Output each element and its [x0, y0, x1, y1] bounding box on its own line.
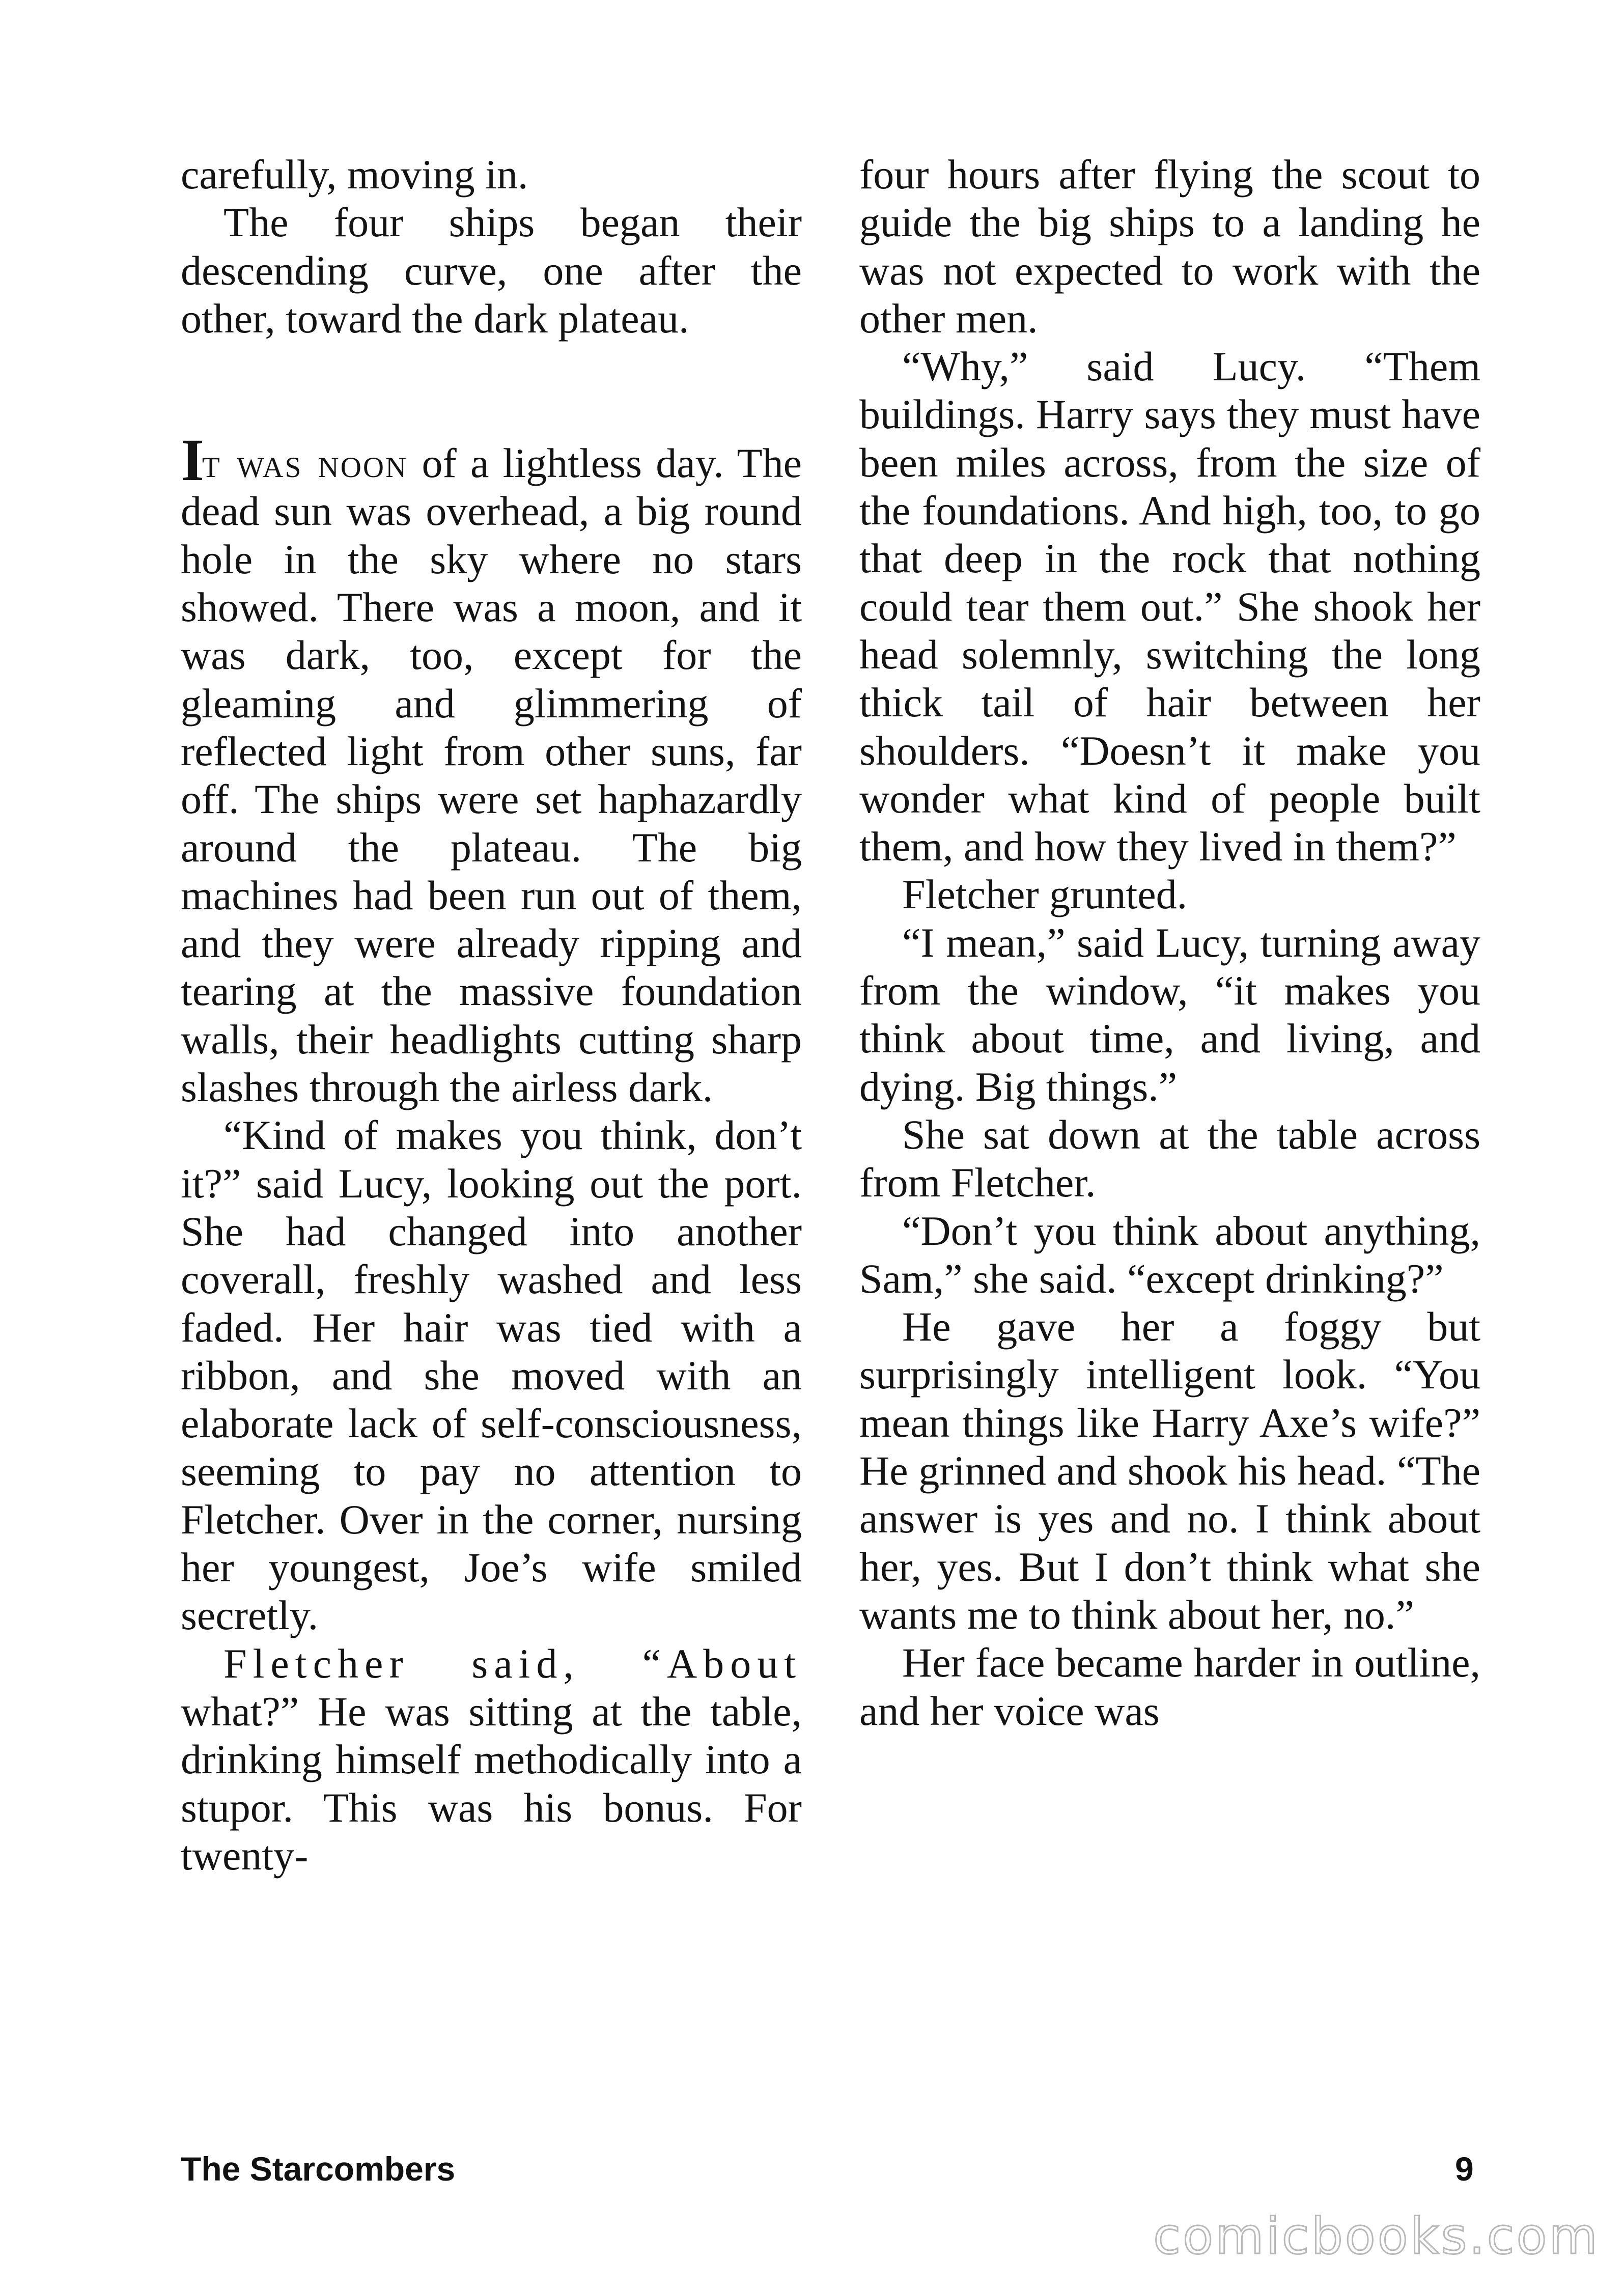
watermark: comicbooks.com	[1153, 2208, 1600, 2266]
paragraph: Her face became harder in outline, and her voice was	[859, 1639, 1480, 1734]
drop-cap: I	[181, 427, 202, 494]
paragraph: The four ships began their descending curve, one after the other, toward the dark plateau.	[181, 199, 802, 342]
paragraph: Fletcher grunted.	[902, 871, 1188, 918]
paragraph: “Why,” said Lucy. “Them buildings. Harry says they must have been miles across, from the size of the foundations. And high, too, to go that deep in the rock that nothing could tear them out.” She shook her head solemnly, switching the long thick tail of hair between her shoulders. “Doesn’t it make you wonder what kind of people built them, and how they lived in them?”	[859, 343, 1480, 870]
paragraph-text: what?” He was sitting at the table, drinking himself methodically into a stupor. This was his bonus. For twenty-	[181, 1688, 802, 1879]
paragraph: carefully, moving in.	[181, 151, 528, 198]
spaced-text: Fletcher said, “About	[223, 1640, 802, 1687]
paragraph: She sat down at the table across from Fletcher.	[859, 1111, 1480, 1206]
paragraph-text: of a lightless day. The dead sun was overhead, a big round hole in the sky where no stars showed. There was a moon, and it was dark, too, except for the gleaming and glimmering of reflected light from other suns, far off. The ships were set haphazardly around the plateau. The big machines had been run out of them, and they were already ripping and tearing at the massive foundation walls, their headlights cutting sharp slashes through the airless dark.	[181, 440, 802, 1111]
paragraph: four hours after flying the scout to guide the big ships to a landing he was not expected to work with the other men.	[859, 151, 1480, 342]
right-text-column	[859, 151, 1480, 1735]
paragraph	[181, 1640, 802, 1880]
section-opening-paragraph	[181, 427, 802, 1111]
left-text-column	[181, 151, 802, 1880]
paragraph: “Don’t you think about anything, Sam,” she said. “except drinking?”	[859, 1207, 1480, 1302]
page-number: 9	[1455, 2150, 1474, 2188]
paragraph: He gave her a foggy but surprisingly intelligent look. “You mean things like Harry Axe’s wife?” He grinned and shook his head. “The answer is yes and no. I think about her, yes. But I don’t think what she wants me to think about her, no.”	[859, 1303, 1480, 1638]
section-break	[181, 343, 802, 439]
paragraph: “Kind of makes you think, don’t it?” said Lucy, looking out the port. She had changed into another coverall, freshly washed and less faded. Her hair was tied with a ribbon, and she moved with an elaborate lack of self-consciousness, seeming to pay no attention to Fletcher. Over in the corner, nursing her youngest, Joe’s wife smiled secretly.	[181, 1112, 802, 1639]
paragraph: “I mean,” said Lucy, turning away from the window, “it makes you think about time, and living, and dying. Big things.”	[859, 919, 1480, 1110]
running-footer-title: The Starcombers	[181, 2150, 456, 2188]
small-caps-lead: t was noon	[202, 440, 408, 487]
